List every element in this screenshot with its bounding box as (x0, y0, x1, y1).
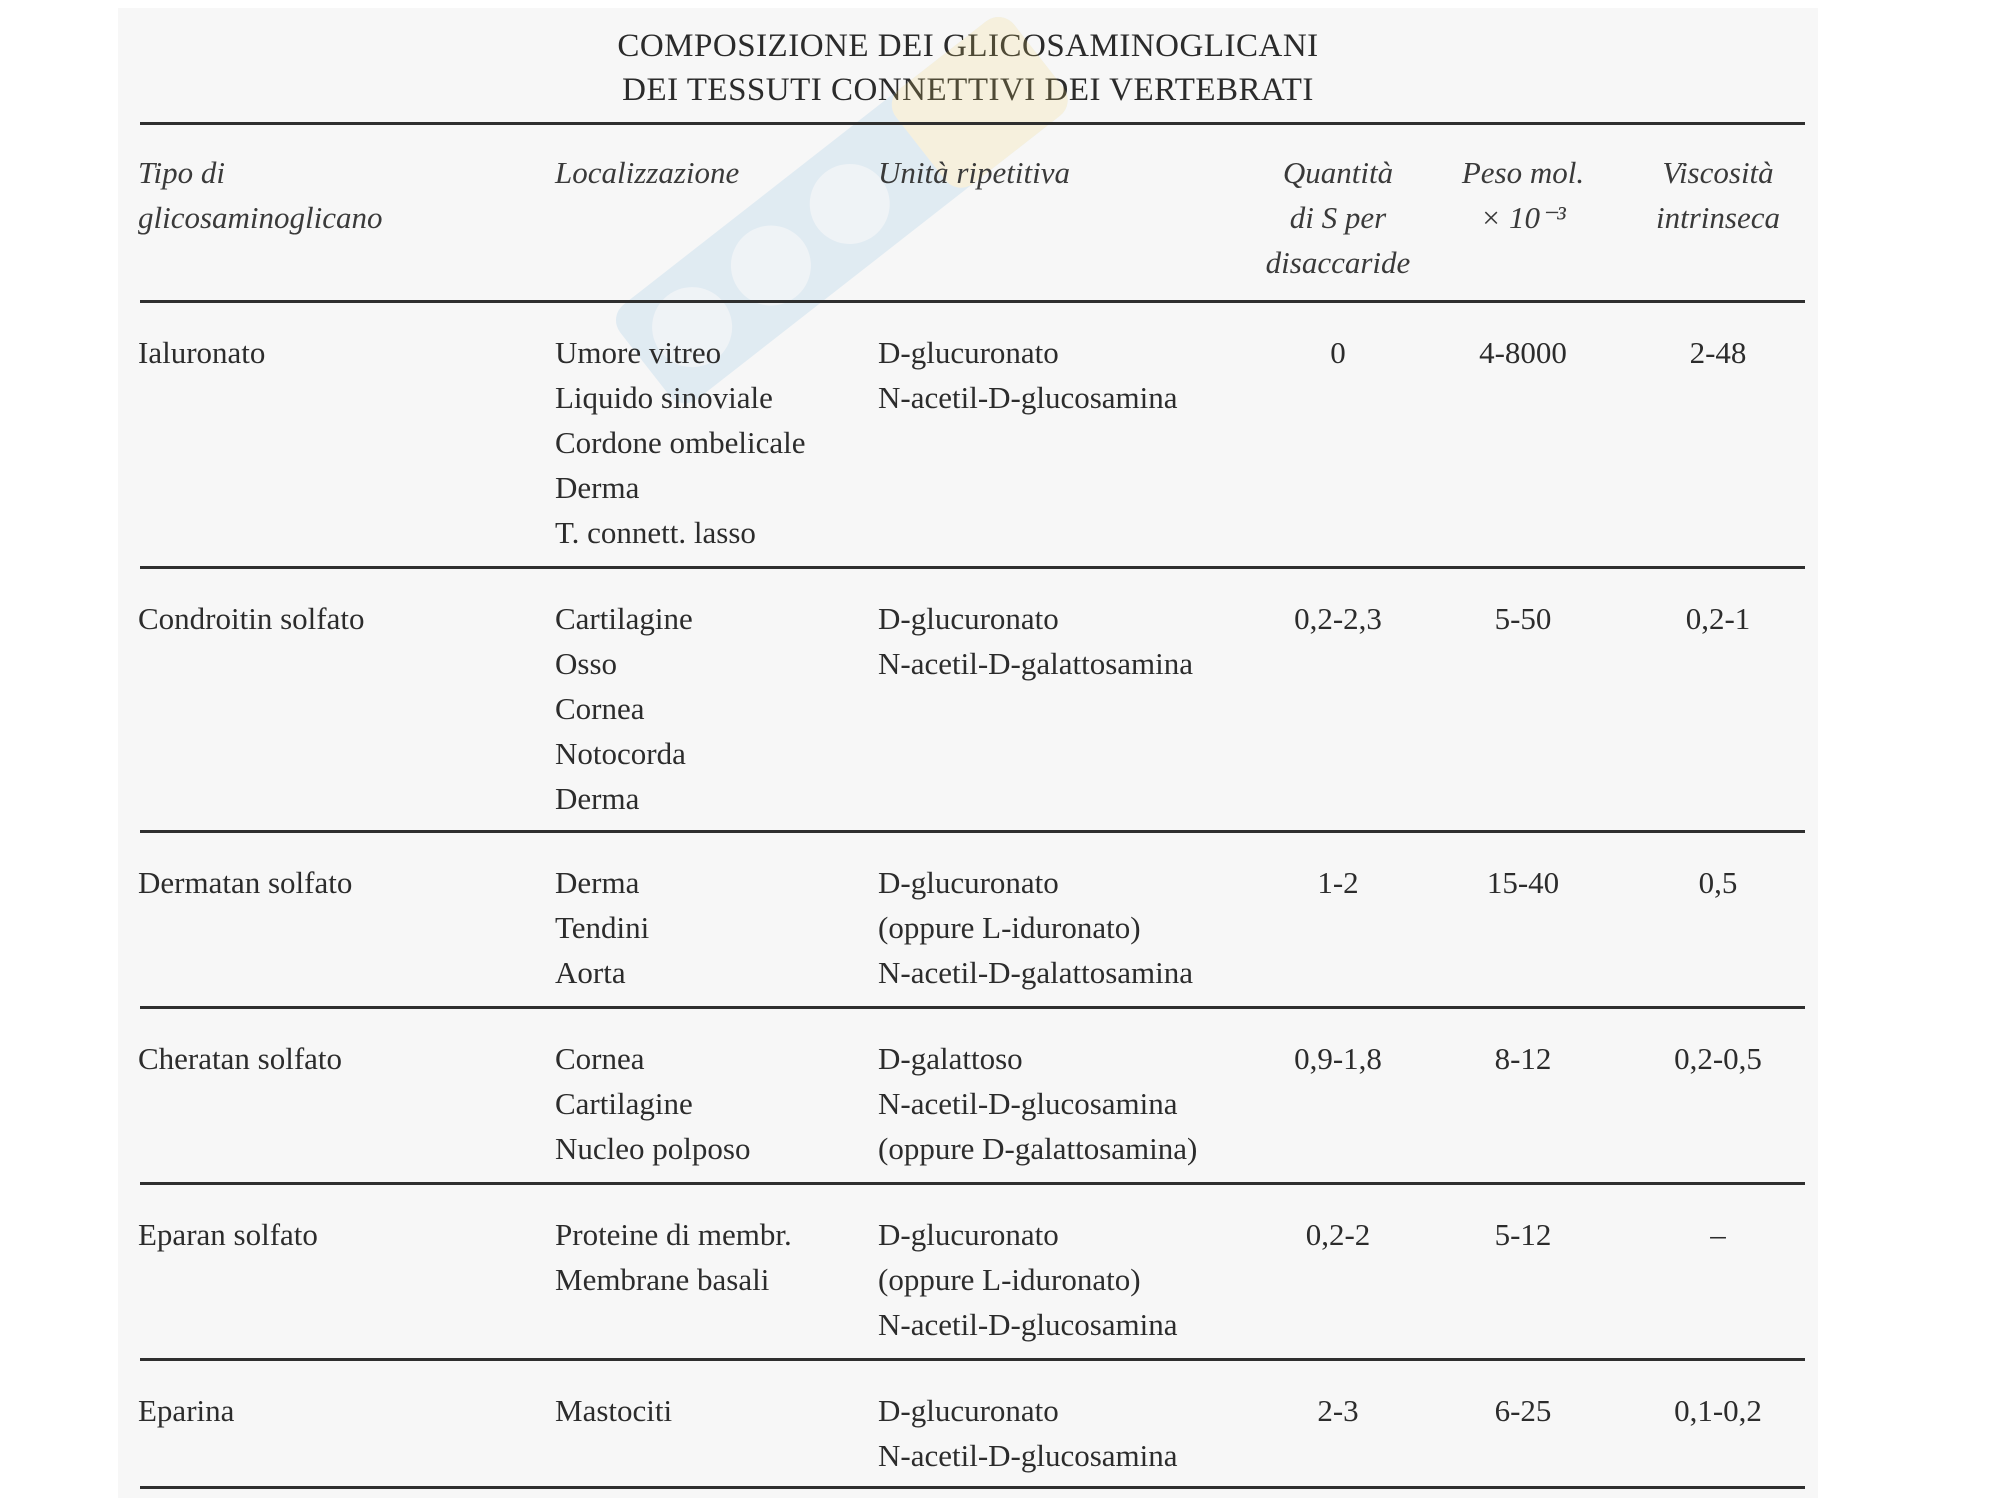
row-tipo: Eparina (138, 1393, 235, 1428)
unit-line: D-glucuronato (878, 865, 1059, 900)
title-line-2: DEI TESSUTI CONNETTIVI DEI VERTEBRATI (622, 72, 1314, 108)
row-viscosita: 0,5 (1698, 865, 1738, 900)
header-localizzazione-line: Localizzazione (555, 155, 740, 190)
unit-line: D-glucuronato (878, 601, 1059, 636)
loc-line: Membrane basali (555, 1262, 770, 1297)
unit-line: D-galattoso (878, 1041, 1023, 1076)
loc-line: Derma (555, 865, 640, 900)
row-localizzazione (555, 1036, 750, 1171)
header-top-rule (140, 122, 1805, 125)
loc-line: Cornea (555, 691, 645, 726)
header-viscosita-line: intrinseca (1656, 200, 1780, 235)
loc-line: Osso (555, 646, 618, 681)
unit-line: (oppure D-galattosamina) (878, 1131, 1198, 1166)
row-localizzazione (555, 860, 649, 995)
unit-line: (oppure L-iduronato) (878, 1262, 1141, 1297)
unit-line: N-acetil-D-glucosamina (878, 1438, 1178, 1473)
table-title (118, 24, 1818, 112)
row-tipo: Condroitin solfato (138, 601, 365, 636)
header-quantita (1248, 150, 1428, 285)
row-localizzazione (555, 330, 806, 555)
row-peso: 5-12 (1494, 1217, 1552, 1252)
unit-line: D-glucuronato (878, 335, 1059, 370)
loc-line: T. connett. lasso (555, 515, 756, 550)
row-localizzazione (555, 1388, 672, 1433)
row-unita (878, 860, 1193, 995)
loc-line: Liquido sinoviale (555, 380, 773, 415)
row-divider (140, 830, 1805, 833)
header-quantita-line: Quantità (1282, 155, 1394, 190)
row-viscosita: 2-48 (1689, 335, 1747, 370)
unit-line: D-glucuronato (878, 1393, 1059, 1428)
unit-line: N-acetil-D-glucosamina (878, 1086, 1178, 1121)
loc-line: Nucleo polposo (555, 1131, 751, 1166)
row-tipo: Ialuronato (138, 335, 266, 370)
loc-line: Umore vitreo (555, 335, 722, 370)
header-viscosita (1618, 150, 1818, 240)
header-peso-line: × 10⁻³ (1480, 200, 1566, 235)
row-localizzazione (555, 596, 693, 821)
row-peso: 15-40 (1486, 865, 1560, 900)
header-unita (878, 150, 1070, 195)
unit-line: N-acetil-D-glucosamina (878, 380, 1178, 415)
row-divider (140, 1006, 1805, 1009)
row-viscosita: 0,2-0,5 (1674, 1041, 1762, 1076)
header-peso-line: Peso mol. (1461, 155, 1585, 190)
loc-line: Cornea (555, 1041, 645, 1076)
row-viscosita: – (1710, 1217, 1726, 1252)
row-quantita: 0,2-2,3 (1294, 601, 1382, 636)
unit-line: N-acetil-D-glucosamina (878, 1307, 1178, 1342)
loc-line: Aorta (555, 955, 626, 990)
row-unita (878, 1388, 1178, 1478)
row-tipo: Cheratan solfato (138, 1041, 343, 1076)
unit-line: (oppure L-iduronato) (878, 910, 1141, 945)
loc-line: Notocorda (555, 736, 686, 771)
row-tipo: Eparan solfato (138, 1217, 318, 1252)
row-unita (878, 596, 1193, 686)
row-unita (878, 1212, 1178, 1347)
row-peso: 8-12 (1494, 1041, 1552, 1076)
header-tipo-line: glicosaminoglicano (138, 200, 383, 235)
loc-line: Tendini (555, 910, 650, 945)
row-peso: 5-50 (1494, 601, 1552, 636)
row-divider (140, 566, 1805, 569)
loc-line: Proteine di membr. (555, 1217, 792, 1252)
loc-line: Derma (555, 470, 640, 505)
header-unita-line: Unità ripetitiva (878, 155, 1071, 190)
row-localizzazione (555, 1212, 792, 1302)
header-bottom-rule (140, 300, 1805, 303)
row-divider (140, 1182, 1805, 1185)
title-line-1: COMPOSIZIONE DEI GLICOSAMINOGLICANI (617, 28, 1319, 64)
row-peso: 6-25 (1494, 1393, 1552, 1428)
table-bottom-rule (140, 1486, 1805, 1489)
row-viscosita: 0,2-1 (1685, 601, 1751, 636)
unit-line: D-glucuronato (878, 1217, 1059, 1252)
loc-line: Cordone ombelicale (555, 425, 806, 460)
row-peso: 4-8000 (1479, 335, 1567, 370)
loc-line: Mastociti (555, 1393, 673, 1428)
header-peso (1428, 150, 1618, 240)
row-unita (878, 1036, 1197, 1171)
header-viscosita-line: Viscosità (1662, 155, 1774, 190)
unit-line: N-acetil-D-galattosamina (878, 955, 1194, 990)
row-quantita: 0,9-1,8 (1294, 1041, 1382, 1076)
unit-line: N-acetil-D-galattosamina (878, 646, 1194, 681)
row-quantita: 0,2-2 (1305, 1217, 1371, 1252)
header-tipo-line: Tipo di (138, 155, 226, 190)
header-tipo (138, 150, 383, 240)
loc-line: Derma (555, 781, 640, 816)
header-localizzazione (555, 150, 739, 195)
header-quantita-line: disaccaride (1265, 245, 1411, 280)
row-divider (140, 1358, 1805, 1361)
row-viscosita: 0,1-0,2 (1674, 1393, 1762, 1428)
loc-line: Cartilagine (555, 601, 693, 636)
header-quantita-line: di S per (1289, 200, 1387, 235)
loc-line: Cartilagine (555, 1086, 693, 1121)
row-quantita: 2-3 (1317, 1393, 1359, 1428)
row-unita (878, 330, 1178, 420)
document-page (118, 8, 1818, 1498)
row-quantita: 1-2 (1317, 865, 1359, 900)
row-tipo: Dermatan solfato (138, 865, 353, 900)
row-quantita: 0 (1330, 335, 1346, 370)
